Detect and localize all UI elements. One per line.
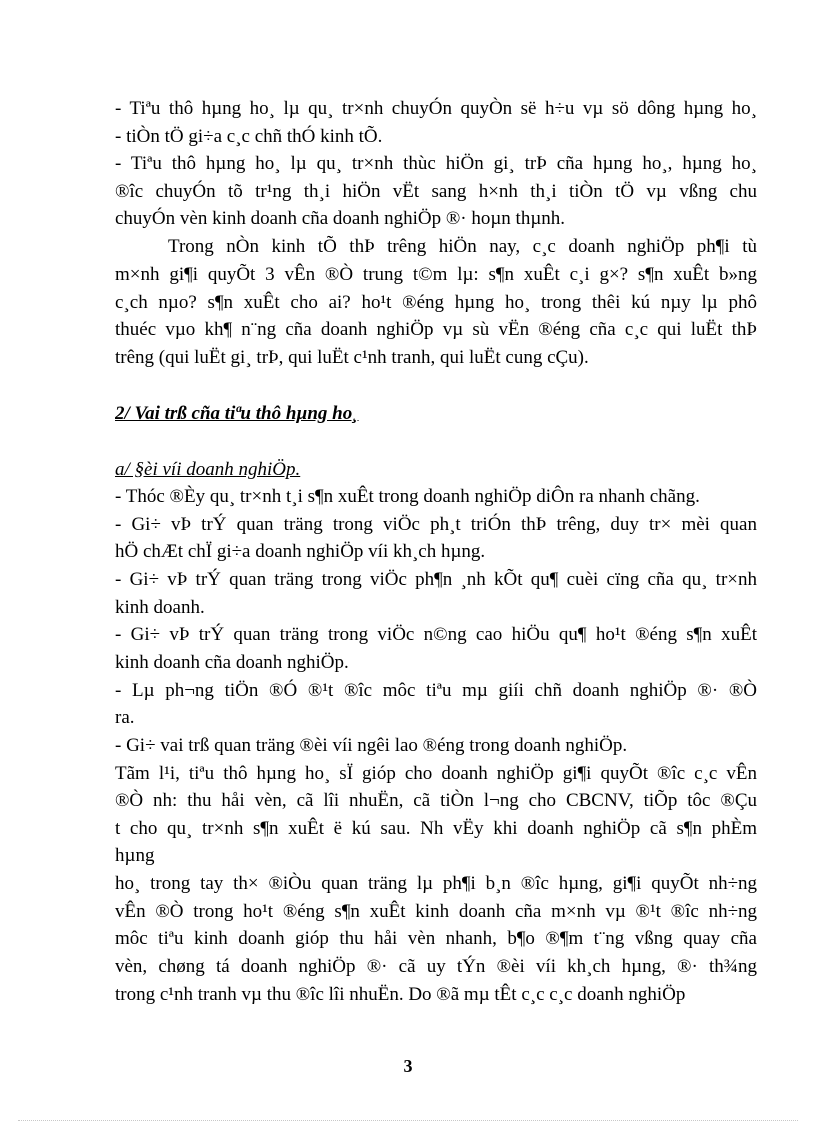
body-line: - Tiªu thô hµng ho¸ lµ qu¸ tr×nh chuyÓn quyÒn së h÷u vµ sö dông hµng ho¸ xyxy=(115,98,757,119)
body-line: môc tiªu kinh doanh gióp thu håi vèn nhanh, b¶o ®¶m t¨ng vßng quay cña xyxy=(115,928,757,949)
body-line: kinh doanh. xyxy=(115,597,205,618)
body-line: - Gi÷ vÞ trÝ quan träng trong viÖc ph¸t triÓn thÞ trêng, duy tr× mèi quan xyxy=(115,514,757,535)
body-line: vÊn ®Ò trong ho¹t ®éng s¶n xuÊt kinh doanh cña m×nh vµ ®¹t ®îc nh÷ng xyxy=(115,901,757,922)
body-line: - Gi÷ vÞ trÝ quan träng trong viÖc n©ng cao hiÖu qu¶ ho¹t ®éng s¶n xuÊt xyxy=(115,624,757,645)
body-line: t cho qu¸ tr×nh s¶n xuÊt ë kú sau. Nh vËy khi doanh nghiÖp cã s¶n phÈm xyxy=(115,818,757,839)
body-line: - Tiªu thô hµng ho¸ lµ qu¸ tr×nh thùc hiÖn gi¸ trÞ cña hµng ho¸, hµng ho¸ xyxy=(115,153,757,174)
body-line: ®îc chuyÓn tõ tr¹ng th¸i hiÖn vËt sang h×nh th¸i tiÒn tÖ vµ vßng chu xyxy=(115,181,757,202)
body-line: chuyÓn vèn kinh doanh cña doanh nghiÖp ®· hoµn thµnh. xyxy=(115,208,566,229)
body-line: trong c¹nh tranh vµ thu ®îc lîi nhuËn. Do ®ã mµ tÊt c¸c c¸c doanh nghiÖp xyxy=(115,984,686,1005)
body-line: m×nh gi¶i quyÕt 3 vÊn ®Ò trung t©m lµ: s¶n xuÊt c¸i g×? s¶n xuÊt b»ng xyxy=(115,264,757,285)
body-line: vèn, chøng tá doanh nghiÖp ®· cã uy tÝn ®èi víi kh¸ch hµng, ®· th¾ng xyxy=(115,956,757,977)
page-number: 3 xyxy=(403,1056,413,1076)
body-line: ra. xyxy=(115,707,135,728)
body-line: ®Ò nh: thu håi vèn, cã lîi nhuËn, cã tiÒn l¬ng cho CBCNV, tiÕp tôc ®Çu xyxy=(115,790,757,811)
page-divider xyxy=(18,1120,798,1121)
body-line: - Gi÷ vai trß quan träng ®èi víi ngêi lao ®éng trong doanh nghiÖp. xyxy=(115,735,628,756)
body-line: trêng (qui luËt gi¸ trÞ, qui luËt c¹nh tranh, qui luËt cung cÇu). xyxy=(115,347,589,368)
subsection-heading: a/ §èi víi doanh nghiÖp. xyxy=(115,459,301,480)
body-line: - Thóc ®Èy qu¸ tr×nh t¸i s¶n xuÊt trong doanh nghiÖp diÔn ra nhanh chãng. xyxy=(115,486,700,507)
body-line: - Gi÷ vÞ trÝ quan träng trong viÖc ph¶n ¸nh kÕt qu¶ cuèi cïng cña qu¸ tr×nh xyxy=(115,569,757,590)
body-line: hµng xyxy=(115,845,155,866)
body-line: - tiÒn tÖ gi÷a c¸c chñ thÓ kinh tÕ. xyxy=(115,126,383,147)
body-line: Trong nÒn kinh tÕ thÞ trêng hiÖn nay, c¸c doanh nghiÖp ph¶i tù xyxy=(168,236,757,257)
body-line: kinh doanh cña doanh nghiÖp. xyxy=(115,652,349,673)
body-line: c¸ch nµo? s¶n xuÊt cho ai? ho¹t ®éng hµng ho¸ trong thêi kú nµy lµ phô xyxy=(115,292,757,313)
body-line: Tãm l¹i, tiªu thô hµng ho¸ sÏ gióp cho doanh nghiÖp gi¶i quyÕt ®îc c¸c vÊn xyxy=(115,763,757,784)
body-line: thuéc vµo kh¶ n¨ng cña doanh nghiÖp vµ sù vËn ®éng cña c¸c qui luËt thÞ xyxy=(115,319,757,340)
body-line: - Lµ ph¬ng tiÖn ®Ó ®¹t ®îc môc tiªu mµ giíi chñ doanh nghiÖp ®· ®Ò xyxy=(115,680,757,701)
body-line: hÖ chÆt chÏ gi÷a doanh nghiÖp víi kh¸ch hµng. xyxy=(115,541,486,562)
section-heading: 2/ Vai trß cña tiªu thô hµng ho¸ xyxy=(115,403,359,424)
body-line: ho¸ trong tay th× ®iÒu quan träng lµ ph¶i b¸n ®îc hµng, gi¶i quyÕt nh÷ng xyxy=(115,873,757,894)
